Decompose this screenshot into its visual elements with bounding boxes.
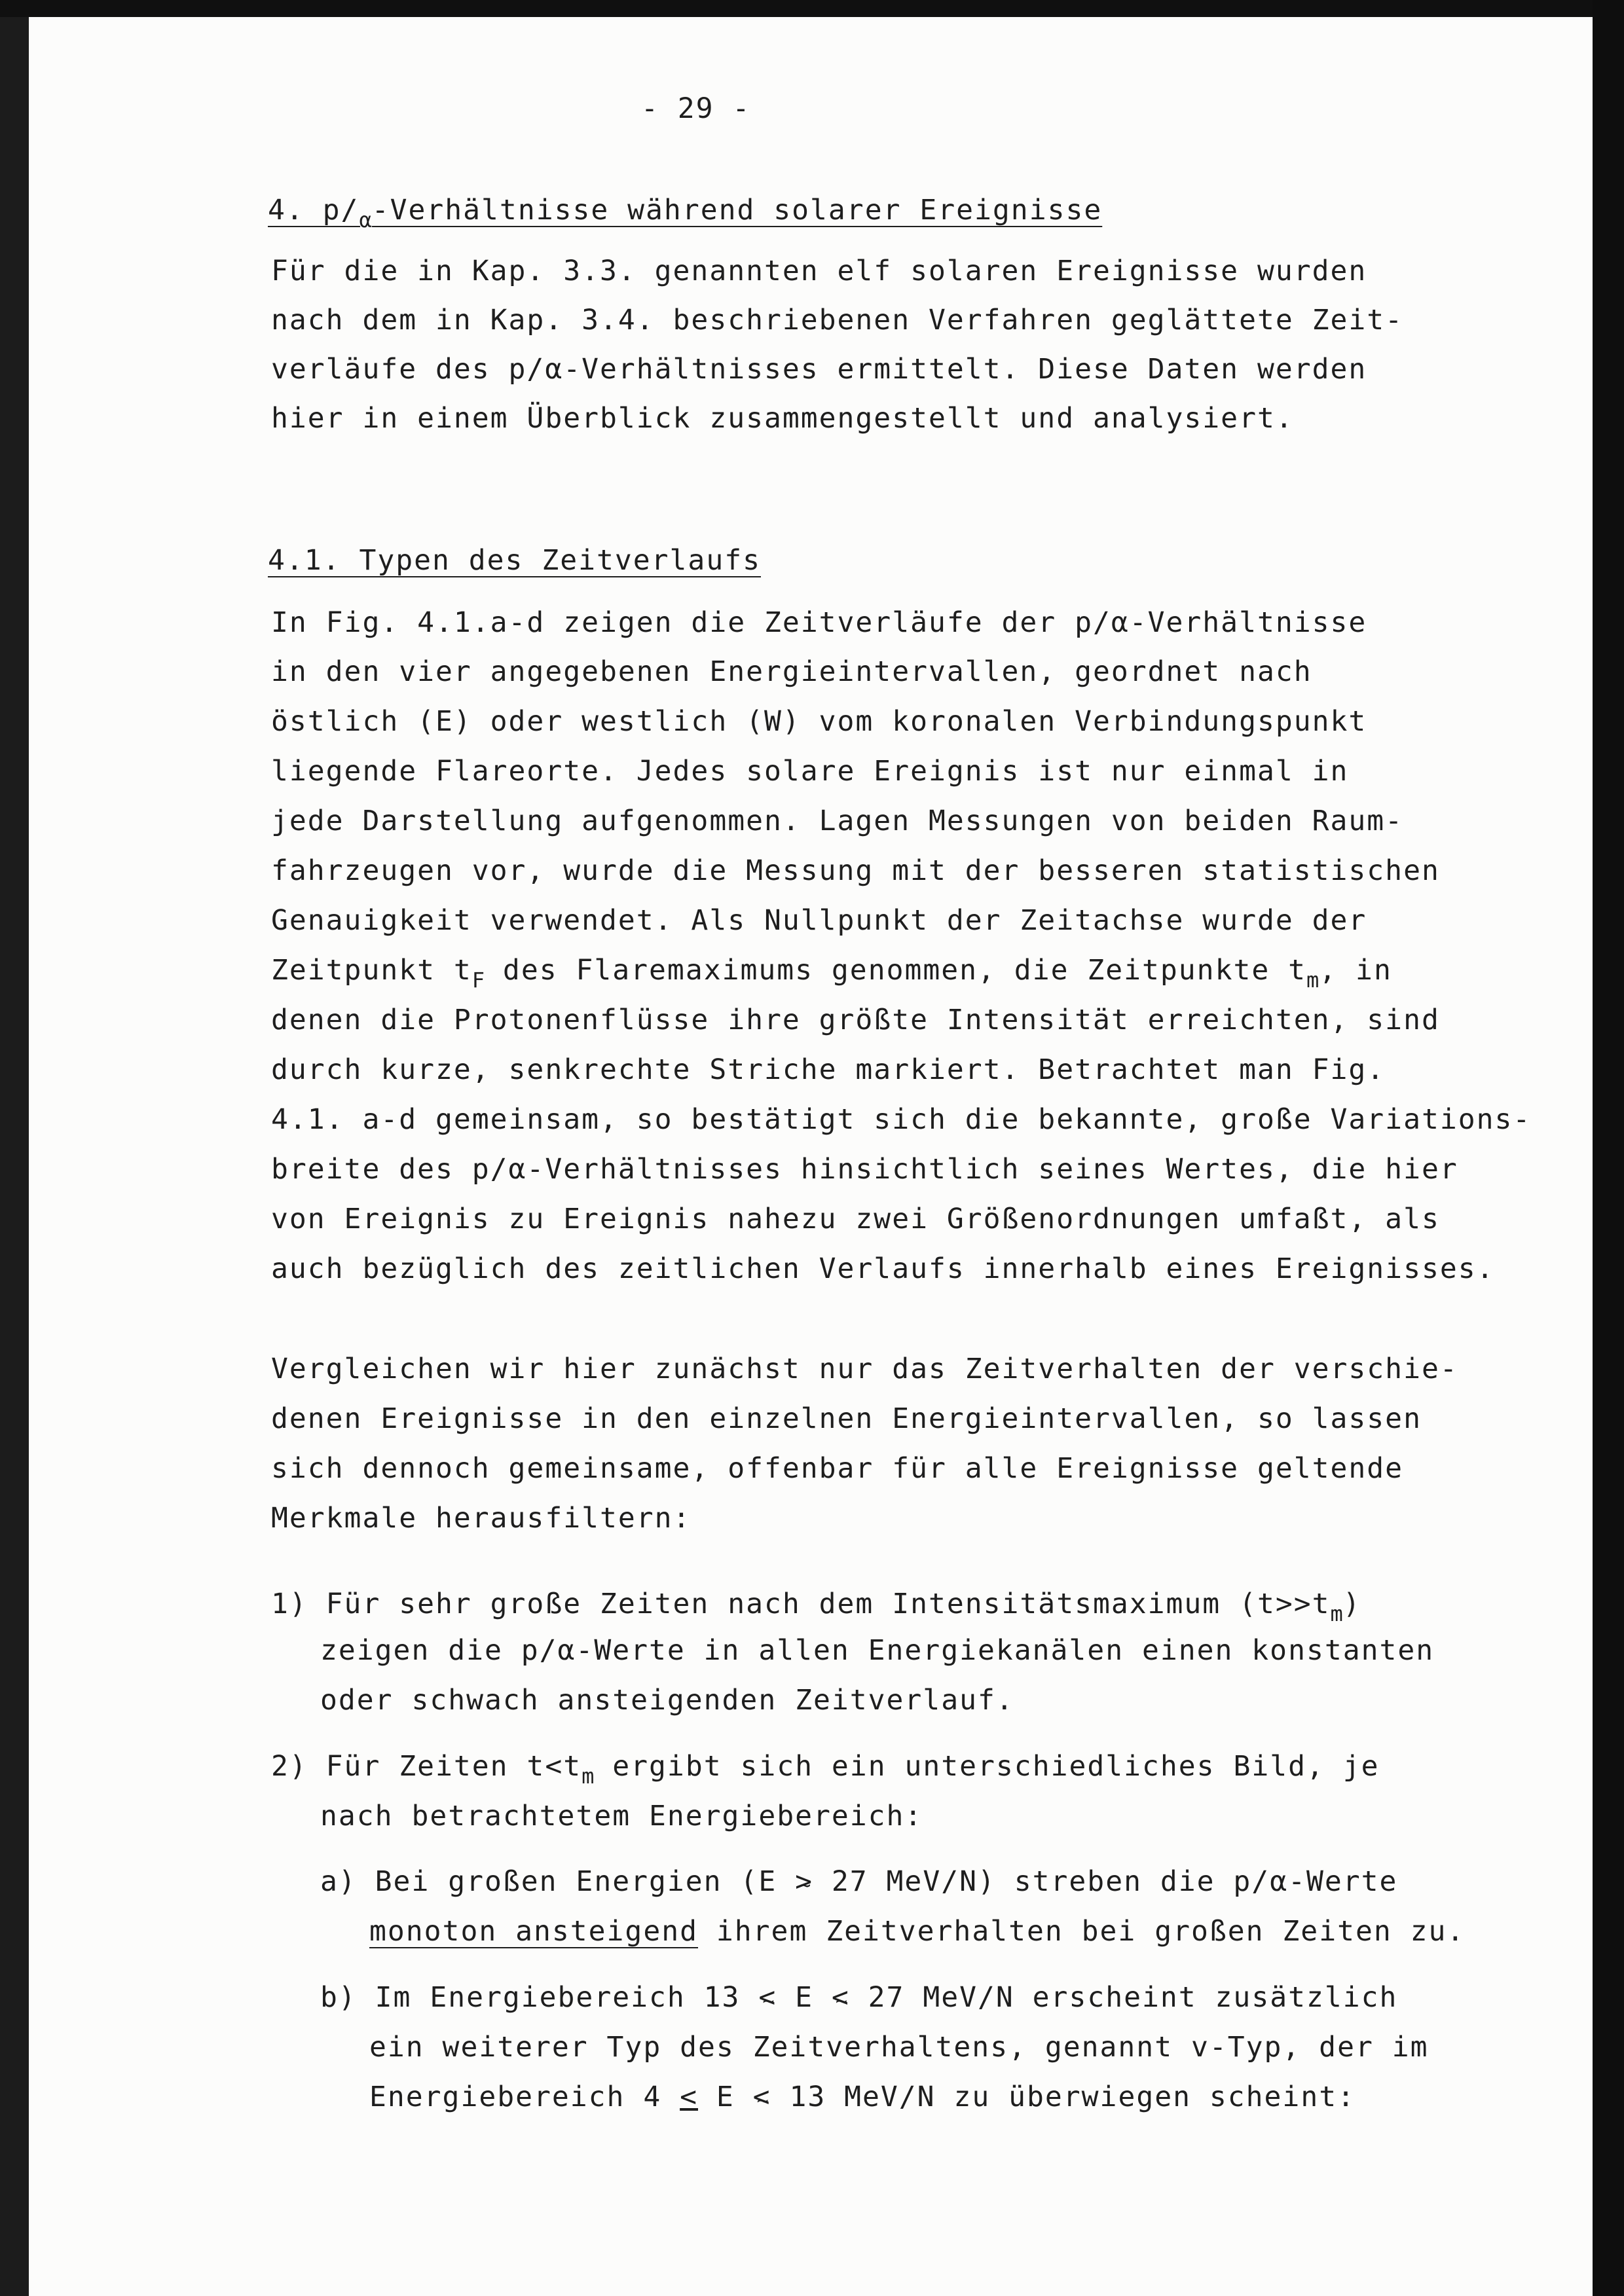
- list-item-2a: [320, 1862, 1397, 1901]
- paragraph-line: in den vier angegebenen Energieintervallen, geordnet nach: [271, 655, 1312, 688]
- list-item-line: oder schwach ansteigenden Zeitverlauf.: [320, 1684, 1014, 1717]
- text-segment: E: [777, 1981, 832, 2014]
- text-segment: ): [1342, 1588, 1361, 1620]
- document-page: [29, 17, 1593, 2296]
- paragraph-line: fahrzeugen vor, wurde die Messung mit der besseren statistischen: [271, 854, 1440, 887]
- text-segment: ergibt sich ein unterschiedliches Bild, je: [594, 1750, 1380, 1783]
- subsection-heading: 4.1. Typen des Zeitverlaufs: [268, 544, 761, 577]
- page-number: - 29 -: [641, 92, 751, 125]
- text-segment: 27 MeV/N erscheint zusätzlich: [849, 1981, 1398, 2014]
- section-heading-subscript: α: [359, 208, 372, 232]
- paragraph-line: auch bezüglich des zeitlichen Verlaufs innerhalb eines Ereignisses.: [271, 1252, 1495, 1285]
- section-heading-pre: 4. p/: [268, 194, 360, 227]
- paragraph-line: jede Darstellung aufgenommen. Lagen Messungen von beiden Raum-: [271, 805, 1404, 837]
- paragraph-line: Merkmale herausfiltern:: [271, 1502, 692, 1535]
- text-segment: 13 MeV/N zu überwiegen scheint:: [771, 2081, 1356, 2113]
- subscript-f: F: [471, 968, 485, 993]
- intro-line: hier in einem Überblick zusammengestellt und analysiert.: [271, 402, 1294, 435]
- scan-border-top: [0, 0, 1624, 17]
- subscript-m: m: [1330, 1601, 1343, 1626]
- intro-line: nach dem in Kap. 3.4. beschriebenen Verfahren geglättete Zeit-: [271, 304, 1404, 337]
- underlined-phrase: monoton ansteigend: [369, 1915, 698, 1948]
- intro-line: verläufe des p/α-Verhältnisses ermittelt. Diese Daten werden: [271, 353, 1367, 386]
- text-segment: Energiebereich 4: [369, 2081, 680, 2113]
- list-item-line: [369, 2077, 1356, 2117]
- text-segment: 2) Für Zeiten t<t: [271, 1750, 582, 1783]
- approx-less-symbol: < ~: [758, 1978, 777, 2017]
- less-equal-symbol: <: [680, 2081, 698, 2113]
- paragraph-line: Genauigkeit verwendet. Als Nullpunkt der Zeitachse wurde der: [271, 904, 1367, 937]
- text-segment: E: [698, 2081, 753, 2113]
- text-segment: 1) Für sehr große Zeiten nach dem Intensitätsmaximum (t>>t: [271, 1588, 1331, 1620]
- list-item-line: ein weiterer Typ des Zeitverhaltens, genannt v-Typ, der im: [369, 2031, 1429, 2064]
- list-item-1: [271, 1584, 1361, 1626]
- paragraph-line: denen Ereignisse in den einzelnen Energieintervallen, so lassen: [271, 1402, 1422, 1435]
- list-item-2b: [320, 1978, 1397, 2017]
- approx-greater-symbol: > ~: [795, 1862, 813, 1901]
- scan-border-right: [1593, 0, 1624, 2296]
- subscript-m: m: [1306, 968, 1320, 993]
- section-heading: [268, 191, 1102, 232]
- list-item-line: zeigen die p/α-Werte in allen Energiekanälen einen konstanten: [320, 1634, 1435, 1667]
- paragraph-line: Vergleichen wir hier zunächst nur das Zeitverhalten der verschie-: [271, 1353, 1458, 1385]
- text-segment: a) Bei großen Energien (E: [320, 1865, 796, 1898]
- text-segment: ihrem Zeitverhalten bei großen Zeiten zu.: [698, 1915, 1466, 1948]
- list-item-line: nach betrachtetem Energiebereich:: [320, 1800, 923, 1832]
- approx-less-symbol: < ~: [832, 1978, 850, 2017]
- text-segment: , in: [1319, 954, 1392, 987]
- paragraph-line: durch kurze, senkrechte Striche markiert. Betrachtet man Fig.: [271, 1053, 1386, 1086]
- subscript-m: m: [581, 1764, 595, 1789]
- paragraph-line: östlich (E) oder westlich (W) vom koronalen Verbindungspunkt: [271, 705, 1367, 738]
- text-segment: 27 MeV/N) streben die p/α-Werte: [813, 1865, 1398, 1898]
- intro-line: Für die in Kap. 3.3. genannten elf solaren Ereignisse wurden: [271, 255, 1367, 287]
- paragraph-line: breite des p/α-Verhältnisses hinsichtlich seines Wertes, die hier: [271, 1153, 1458, 1186]
- paragraph-line: liegende Flareorte. Jedes solare Ereignis ist nur einmal in: [271, 755, 1349, 788]
- text-segment: b) Im Energiebereich 13: [320, 1981, 759, 2014]
- section-heading-post: -Verhältnisse während solarer Ereignisse: [371, 194, 1103, 227]
- paragraph-line: von Ereignis zu Ereignis nahezu zwei Größenordnungen umfaßt, als: [271, 1203, 1440, 1235]
- paragraph-line: [271, 951, 1392, 992]
- text-segment: Zeitpunkt t: [271, 954, 472, 987]
- list-item-line: [369, 1912, 1465, 1951]
- paragraph-line: In Fig. 4.1.a-d zeigen die Zeitverläufe der p/α-Verhältnisse: [271, 606, 1367, 639]
- text-segment: des Flaremaximums genommen, die Zeitpunkte t: [485, 954, 1307, 987]
- list-item-2: [271, 1747, 1380, 1788]
- paragraph-line: denen die Protonenflüsse ihre größte Intensität erreichten, sind: [271, 1004, 1440, 1036]
- approx-less-symbol: < ~: [753, 2077, 771, 2117]
- paragraph-line: sich dennoch gemeinsame, offenbar für alle Ereignisse geltende: [271, 1452, 1404, 1485]
- paragraph-line: 4.1. a-d gemeinsam, so bestätigt sich die bekannte, große Variations-: [271, 1103, 1532, 1136]
